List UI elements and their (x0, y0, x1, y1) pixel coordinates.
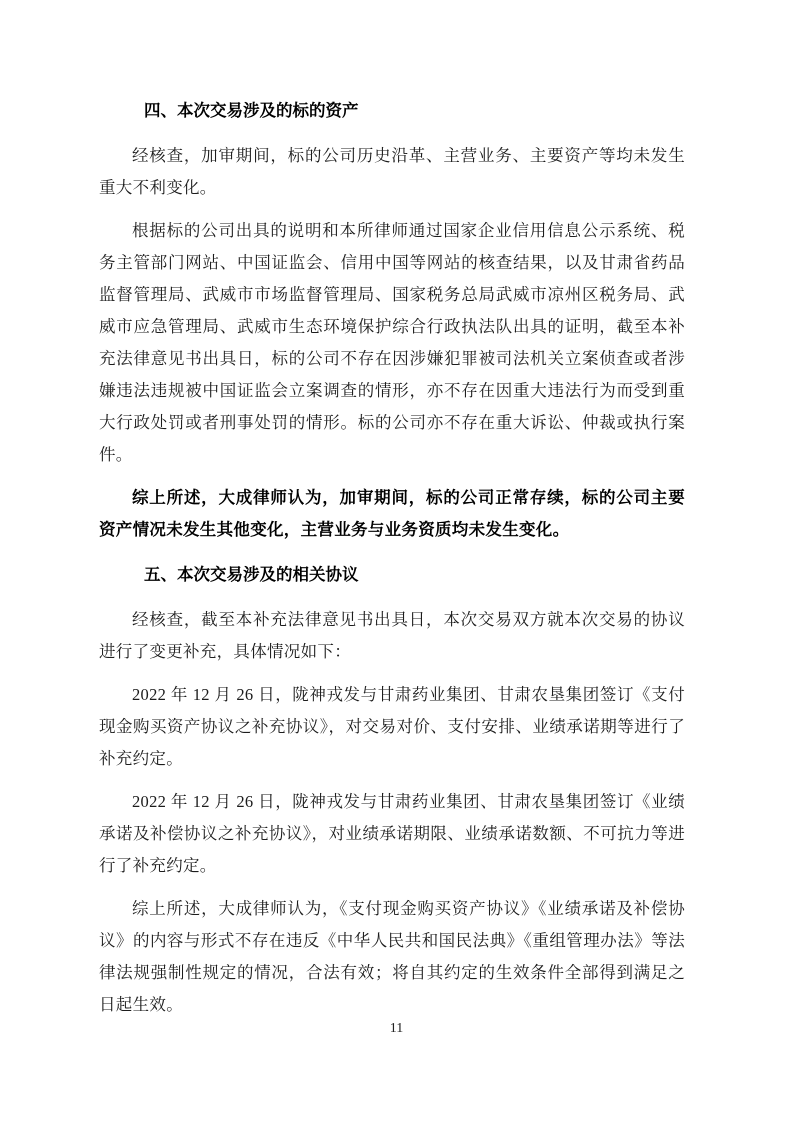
page-number: 11 (389, 1021, 404, 1036)
section-5-heading: 五、本次交易涉及的相关协议 (144, 565, 359, 584)
section-5-paragraph-3: 2022 年 12 月 26 日，陇神戎发与甘肃药业集团、甘肃农垦集团签订《业绩承诺及补偿协议之补充协议》，对业绩承诺期限、业绩承诺数额、不可抗力等进行了补充约定。 (99, 792, 685, 875)
section-4-heading: 四、本次交易涉及的标的资产 (144, 101, 359, 120)
section-5-paragraph-1: 经核查，截至本补充法律意见书出具日，本次交易双方就本次交易的协议进行了变更补充，具体情况如下： (99, 610, 685, 661)
section-5-paragraph-2: 2022 年 12 月 26 日，陇神戎发与甘肃药业集团、甘肃农垦集团签订《支付现金购买资产协议之补充协议》，对交易对价、支付安排、业绩承诺期等进行了补充约定。 (99, 685, 685, 768)
section-4-paragraph-1: 经核查，加审期间，标的公司历史沿革、主营业务、主要资产等均未发生重大不利变化。 (99, 146, 685, 197)
section-4-conclusion-paragraph: 综上所述，大成律师认为，加审期间，标的公司正常存续，标的公司主要资产情况未发生其他变化，主营业务与业务资质均未发生变化。 (99, 488, 685, 539)
document-content (99, 95, 685, 1032)
section-4-paragraph-2: 根据标的公司出具的说明和本所律师通过国家企业信用信息公示系统、税务主管部门网站、中国证监会、信用中国等网站的核查结果，以及甘肃省药品监督管理局、武威市市场监督管理局、国家税务总局武威市凉州区税务局、武威市应急管理局、武威市生态环境保护综合行政执法队出具的证明，截至本补充法律意见书出具日，标的公司不存在因涉嫌犯罪被司法机关立案侦查或者涉嫌违法违规被中国证监会立案调查的情形，亦不存在因重大违法行为而受到重大行政处罚或者刑事处罚的情形。标的公司亦不存在重大诉讼、仲裁或执行案件。 (99, 221, 685, 464)
section-5-conclusion-paragraph: 综上所述，大成律师认为，《支付现金购买资产协议》《业绩承诺及补偿协议》的内容与形式不存在违反《中华人民共和国民法典》《重组管理办法》等法律法规强制性规定的情况，合法有效；将自其约定的生效条件全部得到满足之日起生效。 (99, 899, 685, 1014)
